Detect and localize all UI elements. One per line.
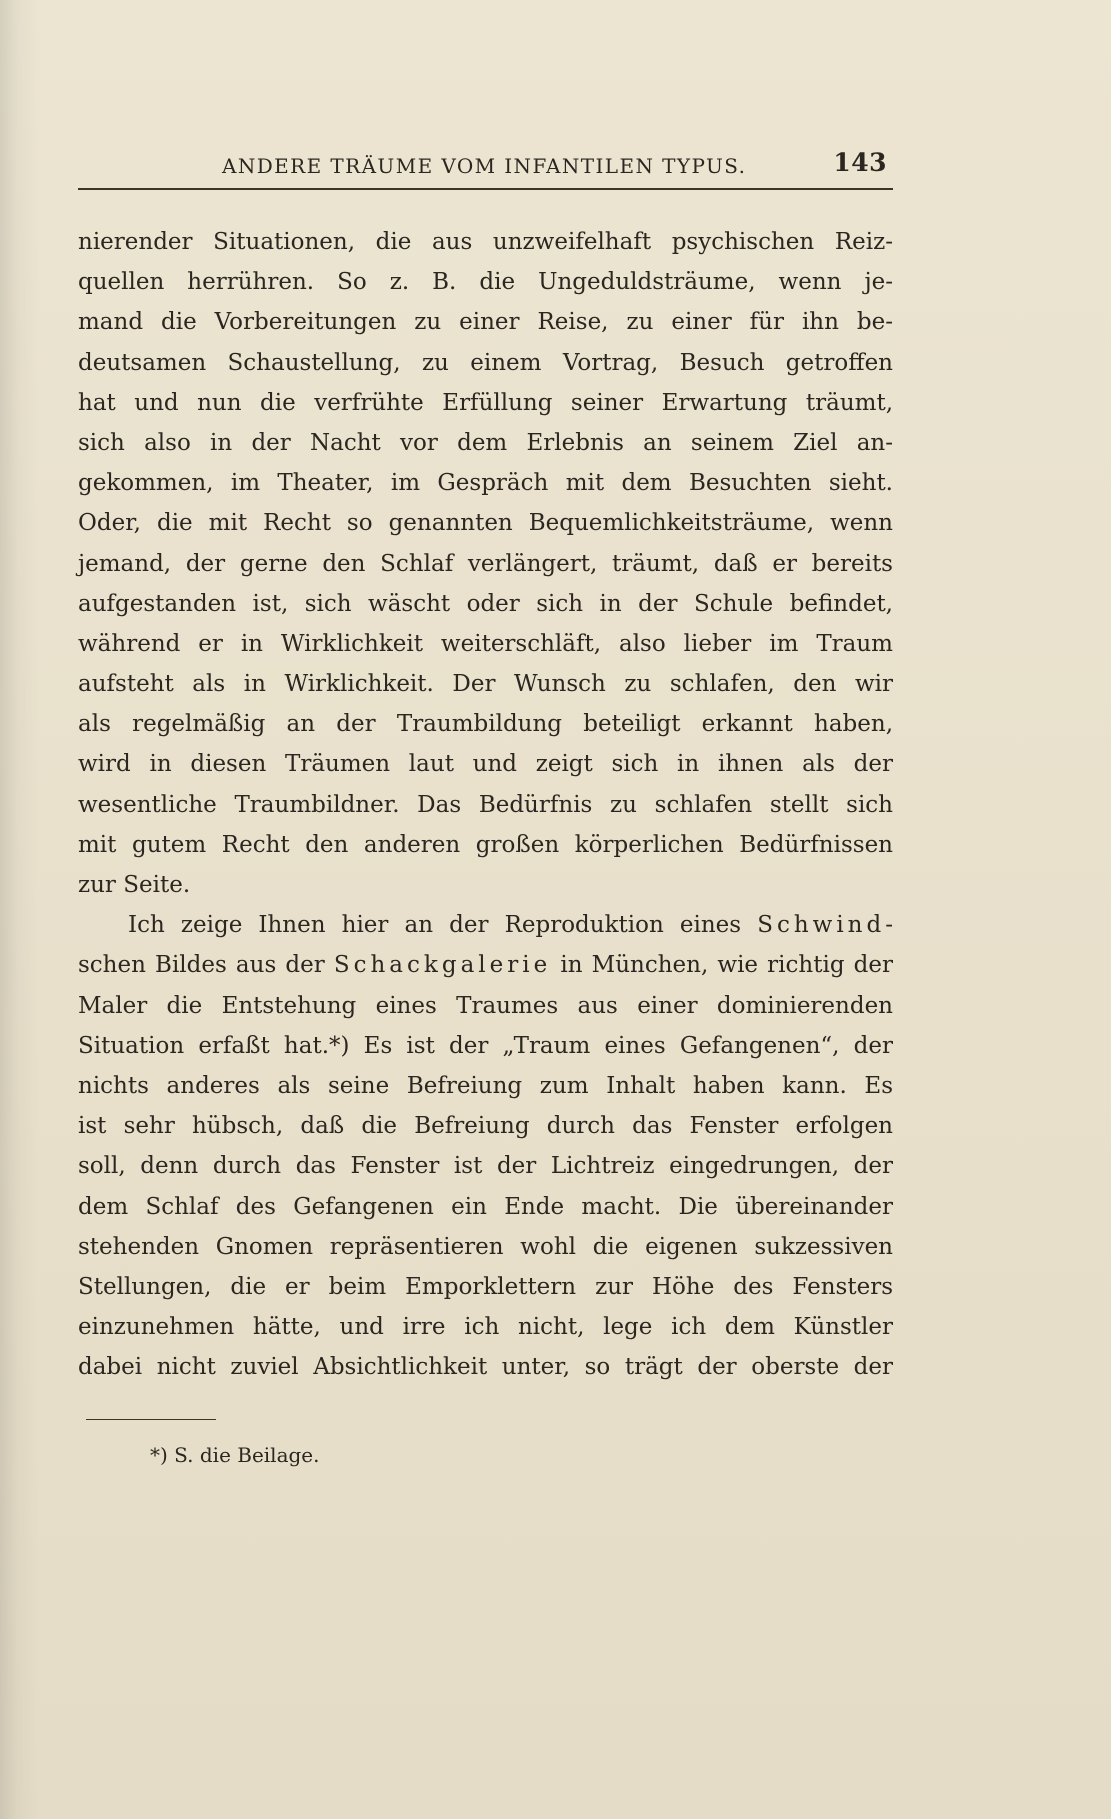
- text-line: zur Seite.: [78, 872, 191, 898]
- text-line: Stellungen, die er beim Emporklettern zur Höhe des Fensters: [78, 1273, 893, 1300]
- text-line: Situation erfaßt hat.*) Es ist der „Traum eines Gefangenen“, der: [78, 1032, 893, 1059]
- text-line: sich also in der Nacht vor dem Erlebnis an seinem Ziel an-: [78, 429, 893, 456]
- text-line: nichts anderes als seine Befreiung zum Inhalt haben kann. Es: [78, 1072, 893, 1099]
- page-number: 143: [833, 148, 887, 177]
- text-line: Oder, die mit Recht so genannten Bequemlichkeitsträume, wenn: [78, 510, 893, 537]
- text-line: stehenden Gnomen repräsentieren wohl die eigenen sukzessiven: [78, 1233, 893, 1260]
- text-line: aufsteht als in Wirklichkeit. Der Wunsch zu schlafen, den wir: [78, 671, 893, 698]
- text-line: quellen herrühren. So z. B. die Ungeduldsträume, wenn je-: [78, 269, 893, 296]
- text-line: einzunehmen hätte, und irre ich nicht, lege ich dem Künstler: [78, 1314, 893, 1341]
- text-line: mit gutem Recht den anderen großen körperlichen Bedürfnissen: [78, 831, 893, 858]
- text-line: [78, 905, 893, 945]
- text-line: während er in Wirklichkeit weiterschläft, also lieber im Traum: [78, 630, 893, 657]
- text-line: gekommen, im Theater, im Gespräch mit dem Besuchten sieht.: [78, 470, 893, 497]
- text-line: Maler die Entstehung eines Traumes aus einer dominierenden: [78, 992, 893, 1019]
- text-line: nierender Situationen, die aus unzweifelhaft psychischen Reiz-: [78, 229, 893, 255]
- text-line: [78, 945, 893, 985]
- footnote-rule: [86, 1419, 216, 1420]
- text-line: dabei nicht zuviel Absichtlichkeit unter, so trägt der oberste der: [78, 1354, 893, 1381]
- text-line: deutsamen Schaustellung, zu einem Vortrag, Besuch getroffen: [78, 349, 893, 376]
- text-line: soll, denn durch das Fenster ist der Lichtreiz eingedrungen, der: [78, 1153, 893, 1180]
- paragraph-1: [78, 222, 893, 905]
- text-fragment: schen Bildes aus der: [78, 952, 334, 979]
- text-fragment: -: [885, 912, 893, 939]
- artist-name: Schwind: [757, 912, 886, 939]
- text-line: wesentliche Traumbildner. Das Bedürfnis zu schlafen stellt sich: [78, 791, 893, 818]
- text-line: dem Schlaf des Gefangenen ein Ende macht. Die übereinander: [78, 1193, 893, 1220]
- footnote: *) S. die Beilage.: [150, 1443, 320, 1467]
- text-fragment: Ich zeige Ihnen hier an der Reproduktion eines: [128, 912, 758, 939]
- running-head: [78, 148, 893, 184]
- running-title: ANDERE TRÄUME VOM INFANTILEN TYPUS.: [222, 154, 747, 178]
- text-line: hat und nun die verfrühte Erfüllung seiner Erwartung träumt,: [78, 389, 893, 416]
- text-line: jemand, der gerne den Schlaf verlängert, träumt, daß er bereits: [78, 550, 893, 577]
- text-line: als regelmäßig an der Traumbildung beteiligt erkannt haben,: [78, 711, 893, 738]
- text-fragment: in München, wie richtig der: [551, 952, 893, 979]
- text-line: mand die Vorbereitungen zu einer Reise, zu einer für ihn be-: [78, 309, 893, 336]
- paragraph-2: [78, 905, 893, 1387]
- header-rule: [78, 188, 893, 190]
- text-line: wird in diesen Träumen laut und zeigt sich in ihnen als der: [78, 751, 893, 778]
- body-text: [78, 222, 893, 1387]
- text-line: ist sehr hübsch, daß die Befreiung durch das Fenster erfolgen: [78, 1113, 893, 1140]
- text-line: aufgestanden ist, sich wäscht oder sich in der Schule befindet,: [78, 590, 893, 617]
- gallery-name: Schackgalerie: [333, 952, 552, 979]
